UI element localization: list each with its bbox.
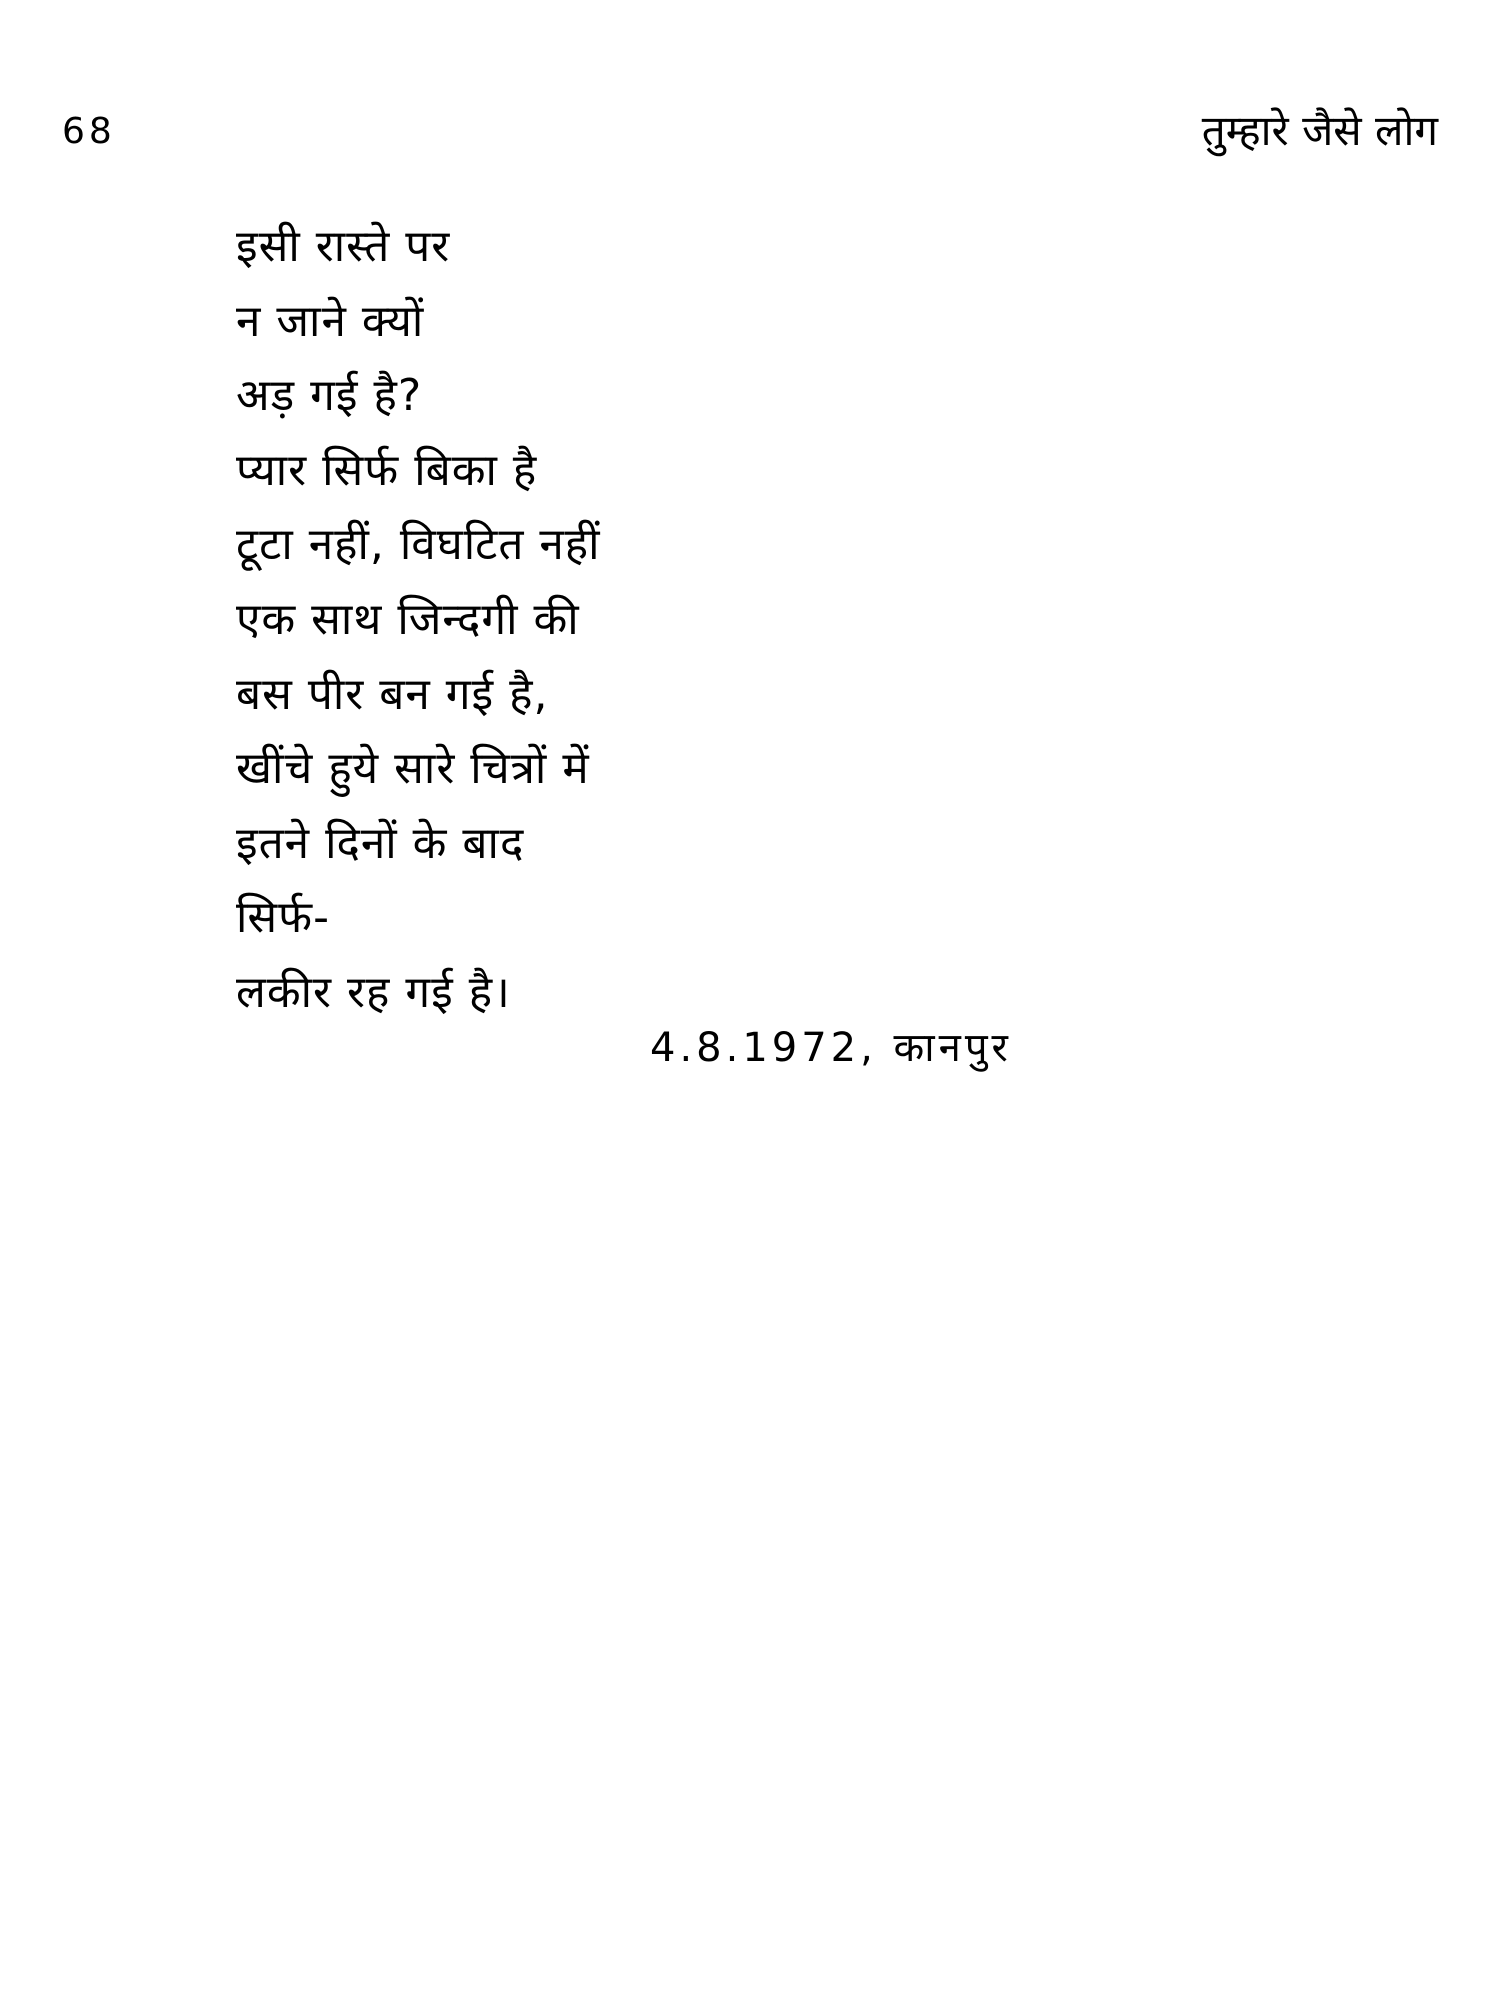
poem-line: सिर्फ- xyxy=(236,892,330,944)
poem-dateline: 4.8.1972, कानपुर xyxy=(650,1025,1012,1071)
poem-line: एक साथ जिन्दगी की xyxy=(236,593,580,645)
poem-line: इसी रास्ते पर xyxy=(236,221,451,272)
poem-line: लकीर रह गई है। xyxy=(236,966,511,1018)
poem-line: न जाने क्यों xyxy=(236,295,425,347)
poem-line: प्यार सिर्फ बिका है xyxy=(236,444,538,496)
poem-line: बस पीर बन गई है, xyxy=(236,668,549,720)
poem-line: टूटा नहीं, विघटित नहीं xyxy=(236,519,601,571)
poem-line: खींचे हुये सारे चित्रों में xyxy=(236,743,590,795)
poem-line: इतने दिनों के बाद xyxy=(236,817,525,869)
page-number: 68 xyxy=(62,111,116,152)
running-title: तुम्हारे जैसे लोग xyxy=(1201,106,1438,155)
poem-text xyxy=(236,210,601,1031)
poem-line: अड़ गई है? xyxy=(236,370,423,422)
